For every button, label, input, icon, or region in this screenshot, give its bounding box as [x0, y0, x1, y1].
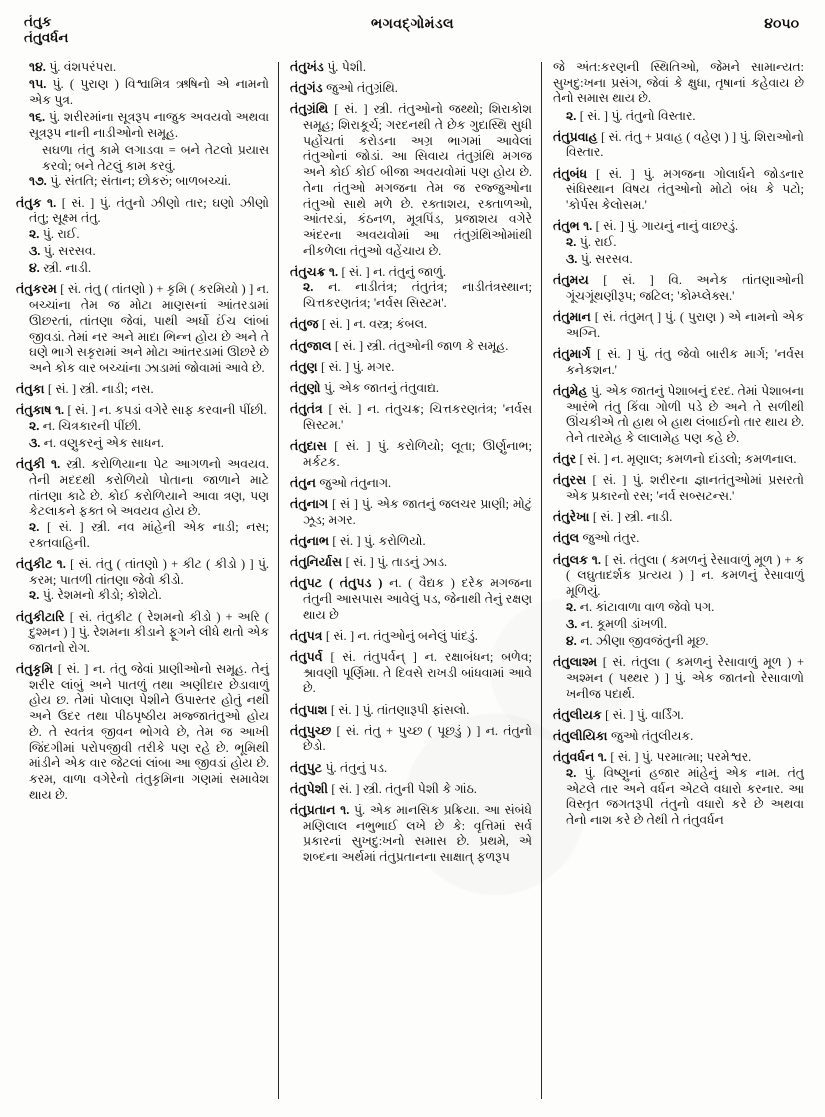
entry-sense: [16, 588, 269, 604]
sense-number: ૨.: [566, 599, 577, 614]
entry-headword: તંતુકૃમિ: [16, 662, 54, 677]
sense-number: ૨.: [566, 108, 577, 123]
entry-headword: તંતુનાગ: [290, 497, 329, 511]
sense-number: ૩.: [566, 616, 578, 631]
entry-headword: તંતુકાષ: [16, 403, 52, 418]
sense-text: [ સં. ] વિ. અનેક તાંતણાઓની ગૂંચગૂંથણીરૂપ; જટિલ; 'કોમ્પ્લેક્સ.': [566, 273, 804, 303]
entry-headword: તંતુપ્રવાહ: [553, 129, 598, 144]
entry-sense: [16, 403, 269, 419]
entry-headword: તંતુજાલ: [290, 338, 332, 353]
sense-text: પું. સરસવ.: [580, 252, 633, 267]
dictionary-entry: [290, 703, 532, 719]
sense-text: ન. કૂમળી ડાંખળી.: [580, 616, 667, 631]
sense-number: ૪.: [29, 261, 40, 276]
entry-headword: તંતુભ: [553, 219, 580, 234]
entry-definition: [290, 360, 532, 376]
dictionary-entry: [553, 452, 804, 468]
entry-headword: તંતુકીટ: [16, 556, 53, 571]
dictionary-entry: [16, 557, 269, 604]
dictionary-entry: [16, 403, 269, 452]
sense-text: [ સં. ] સ્ત્રી. તંતુઓની જાળ કે સમૂહ.: [334, 338, 509, 353]
entry-sense: [16, 244, 269, 260]
sense-text: જુઓ તંતુનાગ.: [319, 475, 392, 490]
dictionary-entry: [290, 439, 532, 470]
entry-headword: તંતુક: [16, 195, 42, 210]
sense-text: પું. સરસવ.: [43, 244, 96, 259]
entry-sense: [16, 60, 269, 76]
dictionary-entry: [290, 317, 532, 333]
entry-sense: [553, 553, 804, 600]
dictionary-entry: [290, 782, 532, 798]
running-head-left-line2: તંતુવર્ધન: [24, 30, 69, 46]
entry-definition: [290, 724, 532, 755]
sense-text: [ સં. તંતુપર્વન્ ] ન. રક્ષાબંધન; બળેવ; શ્રાવણી પૂર્ણિમા. તે દિવસે રાખડી બાંધવામાં આવે છે.: [303, 650, 532, 696]
entry-definition: [553, 531, 804, 547]
sense-text: [ સં. તંતુ + પ્રવાહ ( વહેણ ) ] પું. શિરાઓનો વિસ્તાર.: [566, 129, 804, 160]
entry-definition: [553, 167, 804, 214]
entry-definition: [553, 384, 804, 447]
entry-sense: [16, 436, 269, 452]
entry-definition: [553, 655, 804, 702]
dictionary-entry: [290, 650, 532, 697]
dictionary-entry: [553, 167, 804, 214]
entry-definition: [290, 576, 532, 623]
sense-text: પું. એક માનસિક પ્રક્રિયા. આ સંબંધે મણિલાલ નભુભાઈ લખે છે કે: વૃત્તિમાં સર્વ પ્રકારનાં સુખદુ:ખનો સમાસ છે. પ્રથમે, એ શબ્દના અર્થમાં તંતુપ્રતાનના સાક્ષાત્ ફળરૂપ: [303, 803, 532, 865]
sense-text: ન. ચિત્રકારની પીંછી.: [42, 418, 142, 433]
dictionary-entry: [553, 60, 804, 124]
column-container: [16, 60, 809, 1105]
entry-definition: [290, 439, 532, 470]
sense-text: [ સં. તંતુલા ( કમળનું રેસાવાળું મૂળ ) + ક ( લઘુતાદર્શક પ્રત્યય ) ] ન. કમળનું રેસાવાળું મૂળિયું.: [566, 552, 804, 598]
entry-sense: [553, 766, 804, 829]
entry-definition: [290, 782, 532, 798]
sense-text: ન. ( વૈદ્યક ) દરેક મગજના તંતુની આસપાસ આવેલું પડ, જેનાથી તેનું રક્ષણ થાય છે: [303, 576, 533, 622]
entry-headword: તંતુપુટ: [290, 760, 323, 775]
entry-sense: [16, 174, 269, 190]
entry-headword: તંતુણ: [290, 359, 318, 374]
entry-headword: તંતુલીયિકા: [553, 728, 608, 743]
dictionary-entry: [16, 196, 269, 277]
entry-headword: તંતુપ્રતાન: [290, 803, 336, 817]
sense-text: [ સં. ] પું. કરોળિયો; લૂતા; ઊર્ણુનાભ; મર્કટક.: [303, 438, 532, 469]
sense-text: ન. નાડીતંત્ર; તંતુતંત્ર; નાડીતંત્રસ્થાન; ચિત્તકરણતંત્ર; 'નર્વસ સિસ્ટમ'.: [303, 280, 532, 311]
dictionary-entry: [16, 662, 269, 803]
sense-number: ૧.: [54, 403, 65, 418]
sense-text: [ સં. ] પું. મગર.: [320, 359, 395, 374]
entry-sense: [16, 227, 269, 243]
sense-text: પું. શરીરમાંના સૂત્રરૂપ નાજુક અવયવો અથવા સૂત્રરૂપ નાની નાડીઓનો સમૂહ.: [29, 110, 269, 140]
sense-number: ૧.: [597, 750, 607, 765]
entry-sense: [16, 110, 269, 141]
sense-text: [ સં. ] ન. તંતુ જેવાં પ્રાણીઓનો સમૂહ. તેનું શરીર લાંબું અને પાતળું તથા અણીદાર છેડાવાળું હોય છ. તેમાં પોલાણ પેશીને ઉપાસ્તર હોતું નથી અને ઉદર તથા પીઠપૃષ્ઠીય મજ્જાતંતુઓ હોય છે. તે સ્વતંત્ર જીવન ભોગવે છે, તેમ જ આખી જિંદગીમાં પરોપજીવી તરીકે પણ રહે છે. ભૂમિથી માંડીને એક વાર જેટલાં લાંબા આ જીવડાં હોય છે. કરમ, વાળા વગેરેનો તંતુકૃમિના ગણમાં સમાવેશ થાય છે.: [29, 662, 269, 802]
sense-text: [ સં. ] પું. ગાયનું નાનું વાછરડું.: [595, 219, 739, 234]
sense-text: [ સં. ] પું. કરોળિયો.: [332, 533, 426, 548]
sense-text: [ સં. ] પું. તાડનું ઝાડ.: [345, 555, 448, 570]
entry-sense: [553, 617, 804, 633]
dictionary-entry: [553, 708, 804, 724]
entry-definition: [553, 60, 804, 107]
entry-definition: [290, 534, 532, 550]
entry-headword: તંતુગ્રંથિ: [290, 102, 329, 117]
sense-number: ૨.: [29, 418, 40, 433]
dictionary-entry: [290, 803, 532, 866]
dictionary-entry: [290, 339, 532, 355]
sense-number: ૧.: [47, 195, 57, 210]
sense-text: [ સં. ] ન. તંતુચક્ર; ચિત્તકરણતંત્ર; 'નર્વસ સિસ્ટમ.': [303, 402, 532, 432]
entry-headword: તંતુકી: [16, 457, 46, 472]
sense-text: [ સં. ] પું. તંતુનો ઝીણો તાર; ઘણો ઝીણો તંતુ; સૂક્ષ્મ તંતુ.: [29, 195, 269, 226]
sense-text: જે અંત:કરણની સ્થિતિઓ, જેમને સામાન્યત: સુખદુ:ખના પ્રસંગ, જેવાં કે ક્ષુધા, તૃષાનાં કહેવાય છે તેનો સમાસ થાય છે.: [553, 60, 804, 106]
entry-definition: [290, 381, 532, 397]
entry-sense: [16, 520, 269, 551]
sense-text: જુઓ તંતુર.: [582, 531, 640, 546]
sense-number: ૪.: [566, 634, 577, 648]
sense-text: પું. તંતુનું પડ.: [325, 760, 388, 775]
entry-definition: [16, 382, 269, 398]
dictionary-entry: [290, 497, 532, 528]
sense-text: [ સં. તંતુલા ( કમળનું રેસાવાળું મૂળ ) + અશ્મન ( પથ્થર ) ] પું. એક જાતનો રેસાવાળો ખનીજ પદાર્થ.: [566, 655, 804, 701]
sense-text: [ સં. ] પું. મગજના ગોલાર્ધને જોડનાર સંધિસ્થાન વિષય તંતુઓનો મોટો બંધ કે પટો; 'કોર્પસ કેલોસમ.': [566, 166, 804, 212]
sense-text: [ સં. ] પું. વાર્ડિંગ.: [605, 707, 684, 722]
entry-definition: [290, 703, 532, 719]
dictionary-entry: [16, 60, 269, 190]
dictionary-entry: [553, 729, 804, 745]
dictionary-entry: [553, 384, 804, 447]
dictionary-entry: [290, 576, 532, 623]
entry-sense: [290, 803, 532, 866]
dictionary-entry: [553, 655, 804, 702]
entry-headword: તંતુકીટારિ: [16, 609, 65, 624]
sense-number: ૩.: [566, 252, 578, 267]
entry-headword: તંતુરસ: [553, 473, 587, 488]
entry-headword: તંતુપાશ: [290, 702, 328, 717]
entry-definition: [553, 510, 804, 526]
entry-headword: તંતુમય: [553, 273, 589, 288]
entry-definition: [16, 282, 269, 376]
entry-definition: [290, 555, 532, 571]
entry-definition: [290, 339, 532, 355]
entry-definition: [290, 497, 532, 528]
sense-text: ન. કાંટાવાળા વાળ જેવો પગ.: [579, 599, 715, 614]
sense-number: ૩.: [29, 244, 41, 259]
entry-definition: [290, 81, 532, 97]
sense-text: [ સં. તંતુ ( તાંતણો ) + કીટ ( કીડો ) ] પું. કરમ; પાતળી તાંતણા જેવો કીડો.: [29, 556, 269, 587]
entry-headword: તંતુવર્ધન: [553, 750, 595, 765]
dictionary-title: ભગવદ્ગોમંડલ: [370, 17, 455, 32]
entry-definition: [290, 402, 532, 433]
sense-text: પું. વિષ્ણુનાં હજાર માંહેનું એક નામ. તંતુ એટલે તાર અને વર્ધન એટલે વધારો કરનાર. આ વિસ્તૃત જગતરૂપી તંતુનો વધારો કરે છે અથવા તેનો નાશ કરે છે તેથી તે તંતુવર્ધન: [566, 765, 804, 827]
entry-sense: [16, 77, 269, 108]
dictionary-entry: [553, 531, 804, 547]
dictionary-entry: [290, 381, 532, 397]
sense-number: ૧.: [56, 556, 66, 571]
sense-number: ૨.: [29, 226, 40, 241]
entry-definition: [290, 650, 532, 697]
sense-number: ૧૫.: [29, 77, 47, 92]
entry-sense: [553, 634, 804, 650]
sense-text: પું. ( પુરાણ ) વિશ્વામિત્ર ઋષિનો એ નામનો એક પુત્ર.: [29, 77, 269, 107]
sense-text: [ સં. ] સ્ત્રી. નાડી; નસ.: [47, 382, 154, 397]
entry-headword: તંતુનિર્યાસ: [290, 555, 343, 570]
entry-sense: [16, 557, 269, 588]
entry-sense: [553, 219, 804, 235]
entry-definition: [553, 708, 804, 724]
running-head-left-line1: તંતુક: [24, 14, 52, 29]
entry-headword: તંતુલીયક: [553, 707, 602, 722]
sense-text: ન. ઝીણા જીવજંતુની મૂછ.: [580, 634, 709, 648]
sense-text: [ સં. ] પું. તાંતણારૂપી ફાંસલો.: [330, 702, 470, 717]
dictionary-entry: [290, 555, 532, 571]
column-1: [16, 60, 278, 1105]
sense-number: ૧.: [340, 803, 350, 817]
dictionary-entry: [16, 457, 269, 551]
sense-text: [ સં. ] ન. તંતુનું જાળું.: [341, 264, 446, 279]
sense-text: [ સં. ] પું. તંતુ જેવો બારીક માર્ગ; 'નર્વસ કનેકશન.': [566, 347, 804, 377]
dictionary-entry: [290, 534, 532, 550]
dictionary-entry: [290, 629, 532, 645]
dictionary-entry: [553, 510, 804, 526]
sense-number: ૧૪.: [29, 60, 46, 74]
sense-text: [ સં. તંતુ + પુચ્છ ( પૂછડું ) ] ન. તંતુનો છેડો.: [303, 723, 532, 754]
sense-text: [ સં. ] સ્ત્રી. તંતુઓનો જથ્થો; શિરાકોશ સમૂહ; શિરાકૂર્ચ; ગરદનથી તે છેક ગુદાસ્થિ સુધી પહોંચતાં કરોડના અગ્ર ભાગમાં આવેલાં તંતુઓનાં જોડાં. આ સિવાય તંતુગ્રંથિ મગજ અને કોઈ કોઈ બીજા અવયવોમાં પણ હોય છે. તેના તંતુઓ મગજના તેમ જ રજ્જુઓના તંતુઓ સાથે મળે છે. રક્તાશય, રક્તાળઓ, આંતરડાં, કંઠનળ, મૂત્રપિંડ, પ્રજાશય વગેરે અંદરના અવયવોમાં આ તંતુગ્રંથિઓમાંથી નીકળેલા તંતુઓ વહેંચાય છે.: [303, 102, 532, 258]
entry-headword: તંતુપર્વ: [290, 650, 323, 664]
entry-definition: [290, 476, 532, 492]
sense-text: પું. રાઈ.: [579, 234, 617, 249]
entry-headword: તંતુકા: [16, 382, 45, 397]
sense-number: ૨.: [566, 765, 577, 780]
entry-headword: તંતુચક્ર: [290, 264, 326, 279]
sense-text: [ સં. ] ન. વસ્ત્ર; કંબલ.: [321, 317, 428, 332]
entry-headword: તંતુપુચ્છ: [290, 723, 332, 738]
entry-sense: [553, 252, 804, 268]
column-3: [542, 60, 804, 1105]
dictionary-entry: [290, 60, 532, 76]
entry-sense: [16, 457, 269, 520]
sense-text: પું. સંતતિ; સંતાન; છોકરું; બાળબચ્ચાં.: [50, 174, 231, 189]
sense-text: સ્ત્રી. કરોળિયાના પેટ આગળનો અવયવ. તેની મદદથી કરોળિયો પોતાના જાળાને માટે તાંતણા કાઢે છે. કોઈ કરોળિયાને આવા ત્રણ, પણ કેટલાકને ફક્ત બે અવયવ હોય છે.: [29, 457, 269, 519]
entry-definition: [16, 662, 269, 803]
dictionary-entry: [290, 81, 532, 97]
entry-headword: તંતુલાશ્મ: [553, 655, 598, 670]
sense-number: ૧૭.: [29, 174, 47, 189]
entry-headword: તંતુબંધ: [553, 166, 588, 181]
entry-headword: તંતુલ: [553, 531, 580, 546]
sense-text: પું. રાઈ.: [42, 226, 80, 241]
sense-number: ૧૬.: [29, 110, 46, 125]
entry-definition: [290, 761, 532, 777]
entry-definition: [553, 130, 804, 161]
dictionary-entry: [16, 610, 269, 657]
dictionary-entry: [553, 273, 804, 304]
sense-text: [ સં. તંતુકીટ ( રેશમનો કીડો ) + અરિ ( દુશ્મન ) ] પું. રેશમના કીડાને ફૂગને લીધે થતો એક જાતનો રોગ.: [29, 609, 269, 655]
sense-number: ૧.: [51, 457, 61, 472]
entry-sense: [553, 600, 804, 616]
entry-sense: [290, 280, 532, 311]
sense-text: ન. વણુકરનું એક સાધન.: [43, 436, 164, 451]
entry-definition: [553, 729, 804, 745]
sense-text: [ સં ] પું. એક જાતનું જલચર પ્રાણી; મોટું ઝૂડ; મગર.: [303, 497, 532, 527]
sense-text: [ સં. ] ન. કપડાં વગેરે સાફ કરવાની પીંછી.: [67, 403, 267, 418]
sense-text: [ સં. ] ન. તંતુઓનું બનેલું પાંદડું.: [325, 628, 478, 643]
entry-headword: તંતુદાસ: [290, 438, 327, 453]
sense-text: [ સં. તંતુ ( તાંતણો ) + કૃમિ ( કરમિયો ) ] ન. બચ્ચાંના તેમ જ મોટા માણસનાં આંતરડામાં ઊછરતાં, તાંતણા જેવાં, પાથી અર્ધો ઈંચ લાંબાં જીવડાં. તેમાં નર અને માદા ભિન્ન હોય છે અને તે ઘણે ભાગે સકૃરામાં અને મોટા આંતરડામાં ઊછરે છે અને કોક વાર બચ્ચાંના ઝાડામાં જોવામાં આવે છે.: [29, 282, 269, 375]
sense-text: [ સં. ] પું. પરમાત્મા; પરમેશ્વર.: [610, 750, 752, 765]
dictionary-entry: [290, 102, 532, 259]
sense-text: [ સં. ] ન. મૃણાલ; કમળનો દાંડલો; કમળનાલ.: [579, 452, 797, 467]
sense-number: ૩.: [29, 436, 41, 451]
dictionary-entry: [553, 553, 804, 650]
running-head: [16, 14, 809, 60]
sense-text: સઘળા તંતુ કામે લગાડવા = બને તેટલો પ્રયાસ કરવો; બને તેટલું કામ કરવું.: [42, 142, 269, 173]
sense-number: ૧.: [328, 264, 339, 279]
entry-headword: તંતુમેહ: [553, 383, 588, 398]
sense-text: [ સં. ] સ્ત્રી. તંતુની પેશી કે ગાંઠ.: [331, 781, 477, 796]
entry-headword: તંતુમાન: [553, 310, 591, 325]
entry-definition: [553, 310, 804, 341]
sense-text: [ સં. ] પું. તંતુનો વિસ્તાર.: [579, 108, 696, 123]
dictionary-entry: [290, 265, 532, 312]
sense-text: જુઓ તંતુગ્રંથિ.: [326, 81, 398, 96]
sense-number: ૧.: [591, 552, 601, 567]
entry-definition: [553, 273, 804, 304]
entry-sense: [16, 196, 269, 227]
entry-sense: [16, 419, 269, 435]
dictionary-entry: [16, 382, 269, 398]
entry-headword: તંતુતંત્ર: [290, 402, 323, 417]
sense-text: પું. રેશમનો કીડો; કોશેટો.: [42, 588, 162, 603]
sense-text: પું. પેશી.: [327, 60, 367, 74]
entry-definition: [553, 347, 804, 378]
dictionary-entry: [16, 282, 269, 376]
dictionary-entry: [290, 761, 532, 777]
sense-text: [ સં. ] સ્ત્રી. નાડી.: [592, 510, 673, 525]
dictionary-entry: [290, 724, 532, 755]
sense-number: ૨.: [566, 234, 577, 249]
entry-headword: તંતુલક: [553, 552, 588, 567]
dictionary-entry: [290, 476, 532, 492]
entry-sense: [290, 265, 532, 281]
sense-text: પું. વંશપરંપરા.: [49, 60, 117, 74]
sense-text: સ્ત્રી. નાડી.: [43, 261, 92, 276]
sense-text: [ સં. ] પું. શરીરના જ્ઞાનતંતુઓમાં પ્રસરતો એક પ્રકારનો રસ; 'નર્વ સબ્સટન્સ.': [566, 473, 804, 503]
entry-headword: તંતુપત્ર: [290, 628, 323, 643]
entry-sense: [16, 261, 269, 277]
entry-headword: તંતુર: [553, 452, 577, 467]
entry-headword: તંતુન: [290, 475, 316, 490]
entry-usage-note: [16, 143, 269, 174]
entry-headword: તંતુણો: [290, 380, 321, 395]
entry-headword: તંતુરેખા: [553, 510, 590, 525]
entry-headword: તંતુજ: [290, 317, 319, 332]
entry-sense: [553, 235, 804, 251]
entry-definition: [553, 452, 804, 468]
entry-headword: તંતુનાભ: [290, 533, 330, 548]
column-2: [279, 60, 541, 1105]
dictionary-entry: [290, 402, 532, 433]
sense-number: ૨.: [29, 520, 40, 535]
dictionary-entry: [553, 310, 804, 341]
sense-text: પું. એક જાતનું તંતુવાદ્ય.: [324, 380, 440, 395]
page-number: ૪૦૫૦: [764, 17, 799, 32]
entry-definition: [290, 60, 532, 76]
entry-definition: [290, 317, 532, 333]
entry-definition: [290, 102, 532, 259]
sense-text: [ સં. ] સ્ત્રી. નવ માંહેની એક નાડી; નસ; રક્તવાહિની.: [29, 520, 269, 550]
dictionary-entry: [553, 347, 804, 378]
entry-definition: [290, 629, 532, 645]
entry-definition: [16, 610, 269, 657]
dictionary-entry: [553, 130, 804, 161]
entry-headword: તંતુપેશી: [290, 781, 328, 796]
sense-number: ૧.: [583, 219, 593, 234]
sense-number: ૨.: [29, 588, 40, 603]
entry-headword: તંતુમાર્ગ: [553, 347, 591, 361]
entry-headword: તંતુકરમ: [16, 282, 57, 297]
sense-text: જુઓ તંતુલીયક.: [610, 728, 694, 743]
entry-sense: [553, 750, 804, 766]
sense-number: ૨.: [303, 280, 314, 295]
entry-headword: તંતુપટ ( તંતુપડ ): [290, 576, 383, 591]
sense-text: પું. એક જાતનું પેશાબનું દરદ. તેમાં પેશાબના આરંભે તંતુ કિંવા ગોળી પડે છે અને તે સળીથી ઊંચકીએ તો હાથ બે હાથ લંબાઈનો તાર થાય છે. તેને તારમેહ કે લાલામેહ પણ કહે છે.: [566, 383, 804, 445]
entry-headword: તંતુગંડ: [290, 81, 323, 96]
dictionary-entry: [290, 360, 532, 376]
dictionary-entry: [553, 473, 804, 504]
sense-text: [ સં. તંતુમત્ ] પું. ( પુરાણ ) એ નામનો એક અગ્નિ.: [566, 310, 804, 340]
dictionary-entry: [553, 750, 804, 828]
entry-headword: તંતુખંડ: [290, 60, 324, 74]
dictionary-entry: [553, 219, 804, 268]
entry-definition: [553, 473, 804, 504]
entry-sense: [553, 109, 804, 125]
